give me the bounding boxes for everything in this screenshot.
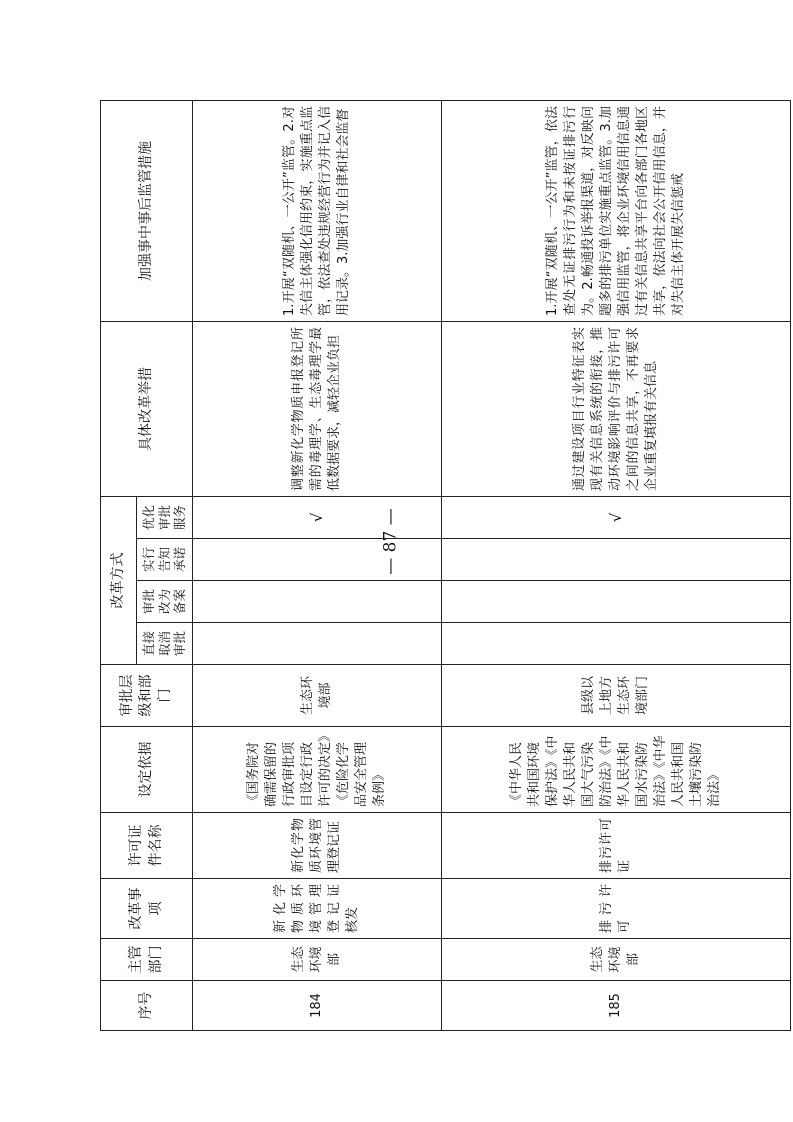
cell-measures: 调整新化学物质申报登记所需的毒理学、生态毒理学最低数据要求，减轻企业负担 — [193, 322, 442, 497]
cell-seq: 185 — [442, 981, 791, 1031]
header-method-optimize: 优化审批服务 — [137, 497, 193, 539]
cell-method-promise — [442, 539, 791, 581]
cell-basis: 《中华人民共和国环境保护法》《中华人民共和国大气污染防治法》《中华人民共和国水污染防治法》《中华人民共和国土壤污染防治法》 — [442, 727, 791, 813]
header-method-record: 审批改为备案 — [137, 581, 193, 623]
cell-method-optimize: √ — [442, 497, 791, 539]
header-method-cancel: 直接取消审批 — [137, 623, 193, 665]
cell-license: 排污许可证 — [442, 813, 791, 879]
cell-license: 新化学物质环境管理登记证 — [193, 813, 442, 879]
cell-dept: 生态环境部 — [442, 939, 791, 981]
header-row — [101, 101, 137, 1031]
header-license: 许可证件名称 — [101, 813, 193, 879]
header-dept: 主管部门 — [101, 939, 193, 981]
cell-method-promise — [193, 539, 442, 581]
cell-method-cancel — [193, 623, 442, 665]
cell-seq: 184 — [193, 981, 442, 1031]
cell-method-cancel — [442, 623, 791, 665]
cell-item: 排污许可 — [442, 879, 791, 939]
cell-level: 生态环境部 — [193, 665, 442, 727]
header-seq: 序号 — [101, 981, 193, 1031]
header-basis: 设定依据 — [101, 727, 193, 813]
cell-supervision: 1.开展“双随机、一公开”监管。2.对失信主体强化信用约束，实施重点监管，依法查处违规经营行为并记入信用记录。3.加强行业自律和社会监督 — [193, 101, 442, 322]
cell-method-record — [442, 581, 791, 623]
cell-measures: 通过建设项目行业特征表实现有关信息系统的衔接，推动环境影响评价与排污许可之间的信息共享，不再要求企业重复填报有关信息 — [442, 322, 791, 497]
cell-method-optimize: √ — [193, 497, 442, 539]
header-measures: 具体改革举措 — [101, 322, 193, 497]
table-row — [442, 101, 791, 1031]
reform-table — [100, 100, 791, 1031]
cell-supervision: 1.开展“双随机、一公开”监管，依法查处无证排污行为和未按证排污行为。2.畅通投诉举报渠道，对反映问题多的排污单位实施重点监管。3.加强信用监管，将企业环境信用信息通过有关信息共享平台向各部门各地区共享，依法向社会公开信用信息，并对失信主体开展失信惩戒 — [442, 101, 791, 322]
cell-method-record — [193, 581, 442, 623]
cell-basis: 《国务院对确需保留的行政审批项目设定行政许可的决定》《危险化学品安全管理条例》 — [193, 727, 442, 813]
header-item: 改革事项 — [101, 879, 193, 939]
page-number: — 87 — — [380, 508, 401, 575]
cell-level: 县级以上地方生态环境部门 — [442, 665, 791, 727]
header-level: 审批层级和部门 — [101, 665, 193, 727]
table-row — [193, 101, 442, 1031]
header-method-promise: 实行告知承诺 — [137, 539, 193, 581]
header-supervision: 加强事中事后监管措施 — [101, 101, 193, 322]
cell-item: 新化学物质环境管理登记证核发 — [193, 879, 442, 939]
cell-dept: 生态环境部 — [193, 939, 442, 981]
table-container — [100, 101, 790, 1031]
header-method: 改革方式 — [101, 497, 137, 665]
